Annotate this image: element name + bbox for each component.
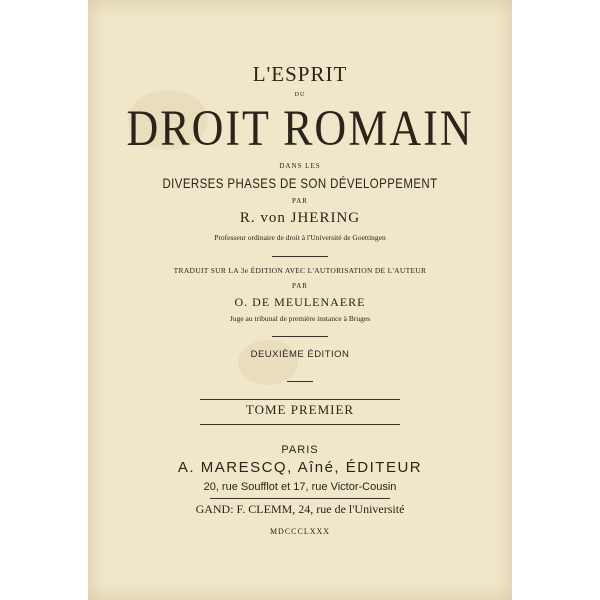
du-label: DU (294, 92, 306, 98)
city-label: PARIS (281, 444, 319, 456)
book-title-page (88, 0, 512, 600)
volume-rule-top (200, 399, 400, 400)
dans-les-label: DANS LES (279, 162, 321, 170)
pre-title: L'ESPRIT (252, 62, 348, 86)
author-role: Professeur ordinaire de droit à l'Université de Goettingen (214, 233, 386, 242)
divider-rule (272, 336, 328, 337)
publisher-divider (210, 498, 390, 499)
divider-rule (287, 381, 313, 382)
edition-label: DEUXIÈME ÉDITION (250, 349, 350, 360)
divider-rule (272, 256, 328, 257)
publisher-address: 20, rue Soufflot et 17, rue Victor-Cousin (203, 481, 397, 493)
paper-stain (238, 340, 298, 385)
publisher-name: A. MARESCQ, Aîné, ÉDITEUR (177, 459, 423, 476)
volume-rule-bottom (200, 424, 400, 425)
publication-year: MDCCCLXXX (269, 527, 331, 536)
translator-role: Juge au tribunal de première instance à Bruges (229, 314, 371, 323)
author-name: R. von JHERING (239, 210, 361, 226)
volume-label: TOME PREMIER (245, 402, 355, 417)
co-publisher: GAND: F. CLEMM, 24, rue de l'Université (195, 502, 405, 516)
main-title: DROIT ROMAIN (126, 100, 474, 157)
par-label-1: PAR (292, 197, 308, 205)
par-label-2: PAR (292, 282, 308, 290)
translation-note: TRADUIT SUR LA 3e ÉDITION AVEC L'AUTORISATION DE L'AUTEUR (173, 266, 427, 275)
translator-name: O. DE MEULENAERE (234, 295, 366, 309)
subtitle: DIVERSES PHASES DE SON DÉVELOPPEMENT (162, 175, 438, 191)
